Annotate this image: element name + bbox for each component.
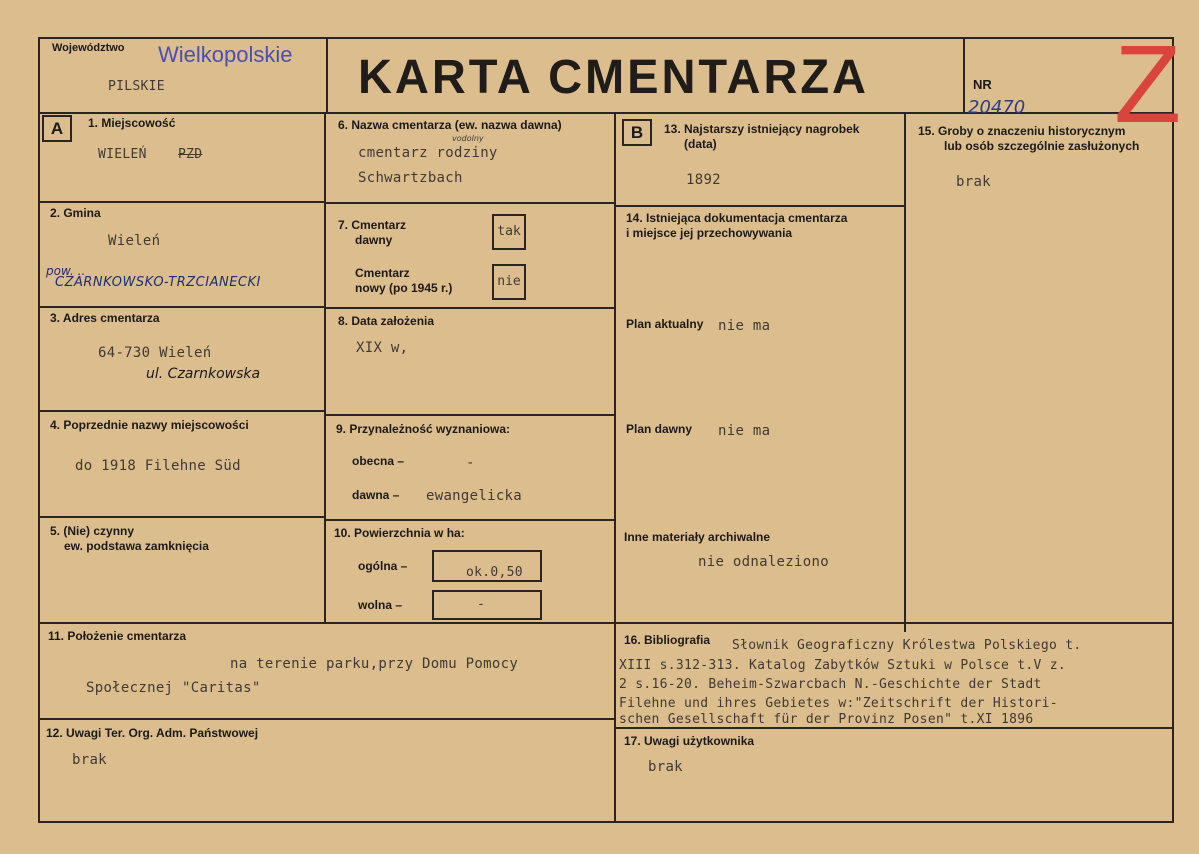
f2-pow-handwritten: pow. .. (46, 264, 86, 278)
header-divider-2 (963, 37, 965, 114)
col-divider-3 (904, 112, 906, 632)
f9-label: 9. Przynależność wyznaniowa: (336, 422, 511, 436)
f4-value: do 1918 Filehne Süd (75, 458, 241, 474)
f16-line-5: schen Gesellschaft für der Provinz Posen" t.XI 1896 (619, 712, 1034, 727)
f8-value: XIX w, (356, 340, 409, 356)
f13-label-2: (data) (684, 137, 717, 151)
f16-line-2: XIII s.312-313. Katalog Zabytków Sztuki w Polsce t.V z. (619, 658, 1066, 673)
f5-label-1: 5. (Nie) czynny (50, 524, 135, 538)
voivodeship-stamp: Wielkopolskie (158, 42, 293, 67)
f2-powiat-handwritten: CZARNKOWSKO-TRZCIANECKI (55, 275, 261, 290)
f11-value-1: na terenie parku,przy Domu Pomocy (230, 656, 519, 672)
row-line-bottom-2 (38, 718, 616, 720)
f1-struck: PZD (178, 147, 203, 162)
f17-value: brak (648, 759, 683, 775)
f10-free-label: wolna – (358, 598, 403, 612)
f12-value: brak (72, 752, 107, 768)
voivodeship-label: Województwo (52, 42, 125, 54)
f16-label: 16. Bibliografia (624, 633, 711, 647)
f9-current-value: - (466, 455, 475, 471)
f14-plan-old-value: nie ma (718, 423, 771, 439)
f6-insert-handwritten: vodolny (452, 134, 484, 143)
f15-label-2: lub osób szczególnie zasłużonych (944, 139, 1140, 153)
f10-total-label: ogólna – (358, 559, 408, 573)
f7-old-checkbox[interactable]: tak (492, 214, 526, 250)
row-line-b4 (324, 519, 616, 521)
frame-right (1172, 37, 1174, 823)
row-line-a1 (38, 201, 326, 203)
f7-new-checkbox[interactable]: nie (492, 264, 526, 300)
row-line-b2 (324, 307, 616, 309)
f2-value: Wieleń (108, 233, 161, 249)
f4-label: 4. Poprzednie nazwy miejscowości (50, 418, 249, 432)
row-line-b1 (324, 202, 616, 204)
f10-free-value: - (477, 597, 486, 612)
f14-label-1: 14. Istniejąca dokumentacja cmentarza (626, 211, 848, 225)
f9-former-value: ewangelicka (426, 488, 523, 504)
f10-label: 10. Powierzchnia w ha: (334, 526, 465, 540)
f14-archive-value: nie odnaleziono (698, 554, 829, 570)
f17-label: 17. Uwagi użytkownika (624, 734, 755, 748)
f16-line-4: Filehne und ihres Gebietes w:"Zeitschrift der Histori- (619, 696, 1058, 711)
nr-value: 20470 (968, 97, 1026, 118)
f11-label: 11. Położenie cmentarza (48, 629, 187, 643)
section-b-marker: B (622, 119, 652, 146)
f13-value: 1892 (686, 172, 721, 188)
f14-plan-current-label: Plan aktualny (626, 317, 704, 331)
header-divider-1 (326, 37, 328, 114)
col-divider-2 (614, 112, 616, 822)
page-title: KARTA CMENTARZA (358, 51, 869, 104)
f9-current-label: obecna – (352, 454, 405, 468)
f7-old-label-1: 7. Cmentarz (338, 218, 407, 232)
f5-label-2: ew. podstawa zamknięcia (64, 539, 209, 553)
f14-archive-label: Inne materiały archiwalne (624, 530, 771, 544)
row-line-c1 (614, 205, 906, 207)
row-line-a2 (38, 306, 326, 308)
category-letter: Z (1114, 23, 1182, 146)
row-line-bottom-3 (614, 727, 1174, 729)
f7-new-label-2: nowy (po 1945 r.) (355, 281, 453, 295)
f7-old-label-2: dawny (355, 233, 393, 247)
f10-free-box (432, 590, 542, 620)
voivodeship-typed: PILSKIE (108, 79, 165, 94)
f15-value: brak (956, 174, 991, 190)
f16-line-3: 2 s.16-20. Beheim-Szwarcbach N.-Geschichte der Stadt (619, 677, 1042, 692)
f14-plan-current-value: nie ma (718, 318, 771, 334)
f3-street-handwritten: ul. Czarnkowska (146, 366, 261, 382)
frame-top (38, 37, 1174, 39)
f14-label-2: i miejsce jej przechowywania (626, 226, 793, 240)
f6-label: 6. Nazwa cmentarza (ew. nazwa dawna) (338, 118, 562, 132)
col-divider-1 (324, 112, 326, 624)
frame-bottom (38, 821, 1174, 823)
f14-plan-old-label: Plan dawny (626, 422, 693, 436)
f1-label: 1. Miejscowość (88, 116, 176, 130)
f6-value-2: Schwartzbach (358, 170, 463, 186)
row-line-a4 (38, 516, 326, 518)
nr-label: NR (973, 77, 992, 92)
f6-value-1: cmentarz rodziny (358, 145, 498, 161)
section-a-marker: A (42, 115, 72, 142)
row-line-b3 (324, 414, 616, 416)
f13-label-1: 13. Najstarszy istniejący nagrobek (664, 122, 860, 136)
f12-label: 12. Uwagi Ter. Org. Adm. Państwowej (46, 726, 259, 740)
f8-label: 8. Data założenia (338, 314, 435, 328)
f9-former-label: dawna – (352, 488, 400, 502)
f16-line-1: Słownik Geograficzny Królestwa Polskiego t. (732, 638, 1082, 653)
f7-new-label-1: Cmentarz (355, 266, 410, 280)
frame-left (38, 37, 40, 823)
f3-label: 3. Adres cmentarza (50, 311, 160, 325)
f3-value: 64-730 Wieleń (98, 345, 212, 361)
row-line-a3 (38, 410, 326, 412)
row-line-bottom-1 (38, 622, 1174, 624)
f15-label-1: 15. Groby o znaczeniu historycznym (918, 124, 1126, 138)
f1-value: WIELEŃ (98, 147, 147, 162)
f2-label: 2. Gmina (50, 206, 101, 220)
f10-total-value: ok.0,50 (466, 565, 523, 580)
f11-value-2: Społecznej "Caritas" (86, 680, 261, 696)
